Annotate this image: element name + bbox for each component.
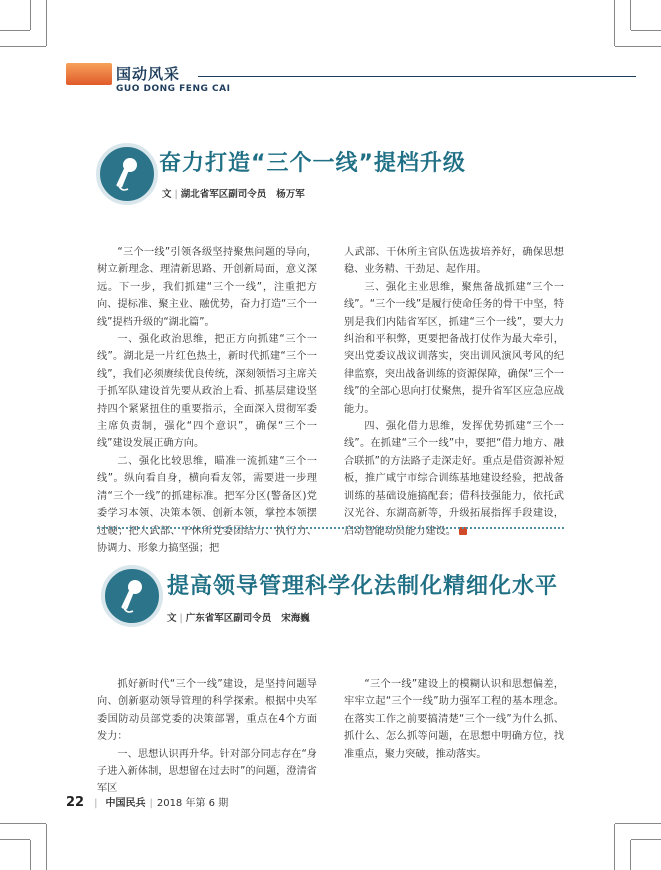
author-role: 广东省军区副司令员 bbox=[185, 613, 272, 624]
paragraph: 二、强化比较思维，瞄准一流抓建“三个一线”。纵向看自身，横向看友邻，需要进一步理清“三个一线”的抓建标准。把军分区(警备区)党委学习本领、决策本领、创新本领，掌控本领摆过硬；把人武部、干休所党委团结力、执行力、协调力、形象力搞坚强；把 bbox=[97, 455, 317, 554]
microphone-icon bbox=[101, 565, 163, 627]
article-column bbox=[97, 676, 317, 798]
paragraph: 一、思想认识再升华。针对部分同志存在“身子进入新体制，思想留在过去时”的问题，澄清省军区 bbox=[97, 748, 317, 795]
section-divider bbox=[198, 76, 636, 77]
magazine-name: 中国民兵 bbox=[105, 798, 146, 809]
crop-mark bbox=[615, 823, 661, 824]
crop-mark bbox=[30, 0, 31, 30]
crop-mark bbox=[0, 839, 30, 840]
article-byline bbox=[162, 186, 305, 200]
crop-mark bbox=[30, 840, 31, 870]
paragraph bbox=[344, 418, 564, 540]
crop-mark bbox=[631, 30, 661, 31]
byline-prefix: 文 bbox=[162, 189, 172, 200]
paragraph: “三个一线”引领各级坚持聚焦问题的导向，树立新理念、理清新思路、开创新局面，意义深远。下一步，我们抓建“三个一线”，注重把方向、提标准、聚主业、融优势，奋力打造“三个一线”提档升级的“湖北篇”。 bbox=[97, 247, 317, 328]
article-divider bbox=[97, 527, 564, 529]
paragraph: 一、强化政治思维，把正方向抓建“三个一线”。湖北是一片红色热土，新时代抓建“三个一线”，我们必须赓续优良传统，深刻领悟习主席关于抓军队建设首先要从政治上看、抓基层建设坚持四个紧紧扭住的重要指示，全面深入贯彻军委主席负责制，强化“四个意识”，确保“三个一线”建设发展正确方向。 bbox=[97, 334, 317, 450]
byline-prefix: 文 bbox=[167, 613, 177, 624]
crop-mark bbox=[46, 824, 47, 870]
article-byline bbox=[167, 610, 310, 624]
page-number: 22 bbox=[66, 795, 85, 810]
crop-mark bbox=[614, 0, 615, 46]
crop-mark bbox=[630, 840, 631, 870]
article-column bbox=[344, 676, 564, 763]
paragraph: 抓好新时代“三个一线”建设，是坚持问题导向、创新驱动领导管理的科学探索。根据中央军委国防动员部党委的决策部署，重点在4个方面发力： bbox=[97, 679, 317, 743]
crop-mark bbox=[630, 0, 631, 30]
crop-mark bbox=[0, 46, 46, 47]
article-title: 奋力打造“三个一线”提档升级 bbox=[159, 151, 466, 176]
page-footer bbox=[66, 794, 228, 810]
paragraph: 三、强化主业思维，聚焦备战抓建“三个一线”。“三个一线”是履行使命任务的骨干中坚，特别是我们内陆省军区，抓建“三个一线”，要大力纠治和平积弊，更要把备战打仗作为最大牵引，突出党委议战议训落实，突出训风演风考风的纪律监察，突出战备训练的资源保障，确保“三个一线”的全部心思向打仗聚焦，提升省军区应急应战能力。 bbox=[344, 281, 564, 415]
crop-mark bbox=[631, 839, 661, 840]
crop-mark bbox=[614, 824, 615, 870]
article-column bbox=[344, 244, 564, 540]
crop-mark bbox=[0, 823, 46, 824]
author-role: 湖北省军区副司令员 bbox=[180, 189, 267, 200]
microphone-icon bbox=[96, 143, 158, 205]
paragraph: 人武部、干休所主官队伍选拔培养好，确保思想稳、业务精、干劲足、起作用。 bbox=[344, 247, 564, 276]
paragraph-text: 四、强化借力思维，发挥优势抓建“三个一线”。在抓建“三个一线”中，要把“借力地方、融合联抓”的方法路子走深走好。重点是借资源补短板，推广咸宁市综合训练基地建设经验，把战备训练的基础设施搞配套；借科技强能力，依托武汉光谷、东湖高新等，升级拓展指挥手段建设，启动智能动员能力建设。 bbox=[344, 421, 564, 537]
paragraph: “三个一线”建设上的模糊认识和思想偏差，牢牢立起“三个一线”助力强军工程的基本理念。在落实工作之前要搞清楚“三个一线”为什么抓、抓什么、怎么抓等问题，在思想中明确方位，找准重点，聚力突破，推动落实。 bbox=[344, 679, 564, 760]
crop-mark bbox=[46, 0, 47, 46]
byline-separator: | bbox=[174, 189, 178, 200]
author-name: 杨万军 bbox=[276, 189, 305, 200]
section-tab bbox=[66, 63, 112, 85]
byline-separator: | bbox=[179, 613, 183, 624]
section-title: 国动风采 bbox=[116, 65, 181, 83]
article-column bbox=[97, 244, 317, 557]
issue-label: 2018 年第 6 期 bbox=[156, 798, 229, 809]
crop-mark bbox=[615, 46, 661, 47]
footer-separator: | bbox=[149, 798, 153, 809]
author-name: 宋海巍 bbox=[281, 613, 310, 624]
section-subtitle: GUO DONG FENG CAI bbox=[116, 84, 231, 94]
article-title: 提高领导管理科学化法制化精细化水平 bbox=[167, 574, 559, 599]
crop-mark bbox=[0, 30, 30, 31]
footer-separator: | bbox=[94, 798, 98, 809]
